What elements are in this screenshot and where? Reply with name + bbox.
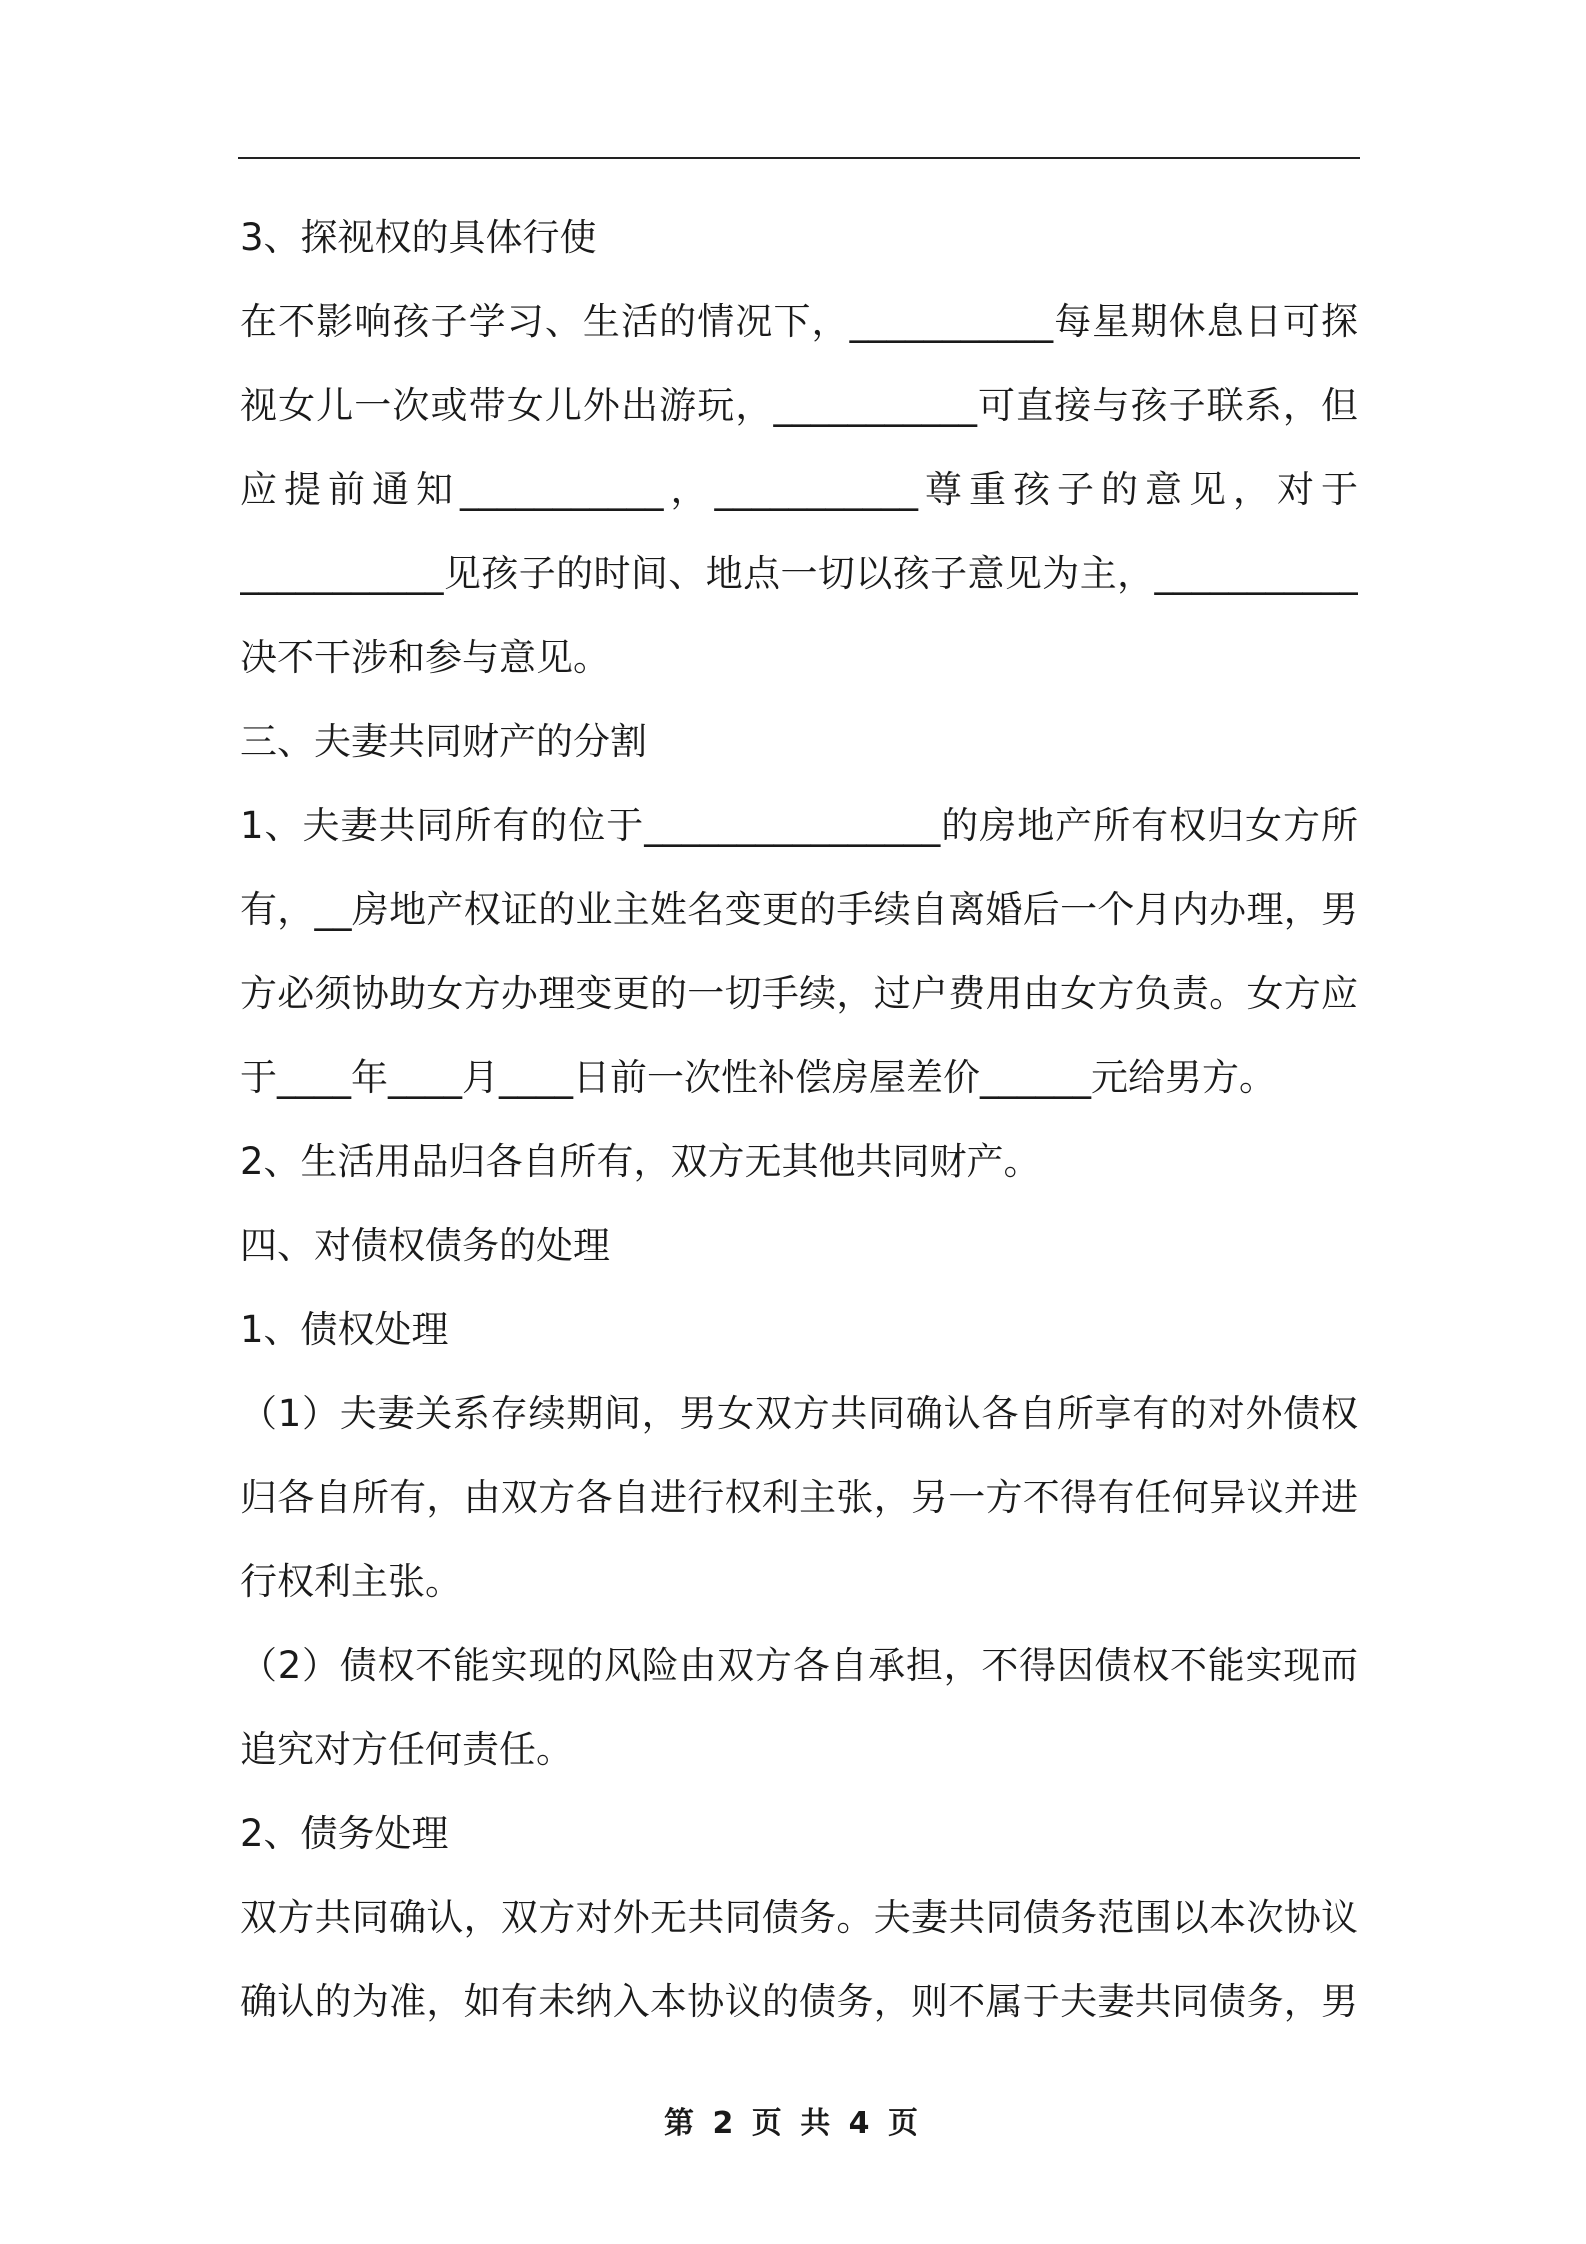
paragraph-line: 确认的为准，如有未纳入本协议的债务，则不属于夫妻共同债务，男 (240, 1980, 1358, 2023)
header-rule (238, 157, 1360, 159)
section-heading: 3、探视权的具体行使 (240, 216, 597, 259)
section-heading: 四、对债权债务的处理 (240, 1224, 610, 1267)
paragraph-line: （1）夫妻关系存续期间，男女双方共同确认各自所享有的对外债权 (240, 1392, 1358, 1435)
paragraph-line: 有，__房地产权证的业主姓名变更的手续自离婚后一个月内办理，男 (240, 888, 1358, 931)
page-number-footer: 第 2 页 共 4 页 (664, 2106, 922, 2141)
paragraph-line: 视女儿一次或带女儿外出游玩，___________可直接与孩子联系，但 (240, 384, 1358, 427)
subsection-heading: 1、债权处理 (240, 1308, 449, 1351)
paragraph-line: 1、夫妻共同所有的位于________________的房地产所有权归女方所 (240, 804, 1358, 847)
subsection-heading: 2、债务处理 (240, 1812, 449, 1855)
paragraph-line: 2、生活用品归各自所有，双方无其他共同财产。 (240, 1140, 1041, 1183)
paragraph-line: 双方共同确认，双方对外无共同债务。夫妻共同债务范围以本次协议 (240, 1896, 1358, 1939)
paragraph-line: 在不影响孩子学习、生活的情况下，___________每星期休息日可探 (240, 300, 1358, 343)
paragraph-line: 方必须协助女方办理变更的一切手续，过户费用由女方负责。女方应 (240, 972, 1358, 1015)
document-body (240, 196, 1358, 2044)
paragraph-line: 应提前通知___________，___________尊重孩子的意见，对于 (240, 468, 1358, 511)
paragraph-line: ___________见孩子的时间、地点一切以孩子意见为主，___________ (240, 552, 1358, 595)
paragraph-line: 决不干涉和参与意见。 (240, 636, 610, 679)
section-heading: 三、夫妻共同财产的分割 (240, 720, 647, 763)
paragraph-line: 行权利主张。 (240, 1560, 462, 1603)
paragraph-line: 追究对方任何责任。 (240, 1728, 573, 1771)
paragraph-line: 归各自所有，由双方各自进行权利主张，另一方不得有任何异议并进 (240, 1476, 1358, 1519)
paragraph-line: （2）债权不能实现的风险由双方各自承担，不得因债权不能实现而 (240, 1644, 1358, 1687)
paragraph-line: 于____年____月____日前一次性补偿房屋差价______元给男方。 (240, 1056, 1276, 1099)
